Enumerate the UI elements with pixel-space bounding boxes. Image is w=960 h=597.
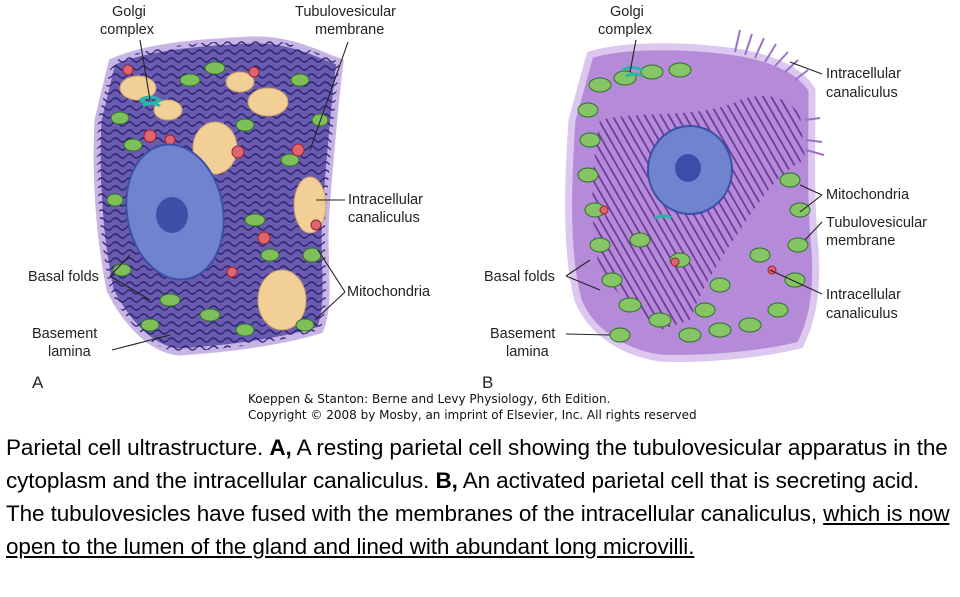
figure-caption [6,431,958,563]
label-a-basal: Basal folds [28,269,99,285]
caption-b-marker: B, [435,468,458,493]
label-b-canal-top-l2: canaliculus [826,85,898,101]
panel-a-cell [90,35,350,365]
caption-a-text: A resting parietal cell showing the tubulovesicular apparatus in the cytoplasm and the intracellular canaliculus. [6,435,948,493]
label-b-canal-top-l1: Intracellular [826,66,901,82]
label-a-tubulo-l2: membrane [315,22,385,38]
panel-a-letter: A [32,373,44,392]
label-b-basal: Basal folds [484,269,555,285]
label-b-canal-bot-l2: canaliculus [826,306,898,322]
label-b-tubulo-l1: Tubulovesicular [826,215,928,231]
label-a-tubulo-l1: Tubulovesicular [295,4,397,20]
caption-intro: Parietal cell ultrastructure. [6,435,270,460]
caption-underlined: which is now open to the lumen of the gland and lined with abundant long microvilli. [6,501,950,559]
panel-b-letter: B [482,373,494,392]
credit-line-2: Copyright © 2008 by Mosby, an imprint of Elsevier, Inc. All rights reserved [248,408,697,422]
label-a-canal-l2: canaliculus [348,210,420,226]
label-a-golgi-l1: Golgi [112,4,146,20]
credit-line-1: Koeppen & Stanton: Berne and Levy Physiology, 6th Edition. [248,392,611,406]
label-a-base-l2: lamina [48,344,91,360]
caption-b-text: An activated parietal cell that is secreting acid. The tubulovesicles have fused with the membranes of the intracellular canaliculus, [6,468,920,526]
label-b-base-l2: lamina [506,344,549,360]
label-b-golgi-l2: complex [598,22,652,38]
panel-b-cell [569,30,824,358]
label-b-golgi-l1: Golgi [610,4,644,20]
label-b-canal-bot-l1: Intracellular [826,287,901,303]
label-a-canal-l1: Intracellular [348,192,423,208]
label-a-golgi-l2: complex [100,22,154,38]
label-b-base-l1: Basement [490,326,556,342]
label-a-base-l1: Basement [32,326,98,342]
label-b-tubulo-l2: membrane [826,233,896,249]
caption-a-marker: A, [269,435,292,460]
label-a-mito: Mitochondria [347,284,431,300]
label-b-mito: Mitochondria [826,187,910,203]
